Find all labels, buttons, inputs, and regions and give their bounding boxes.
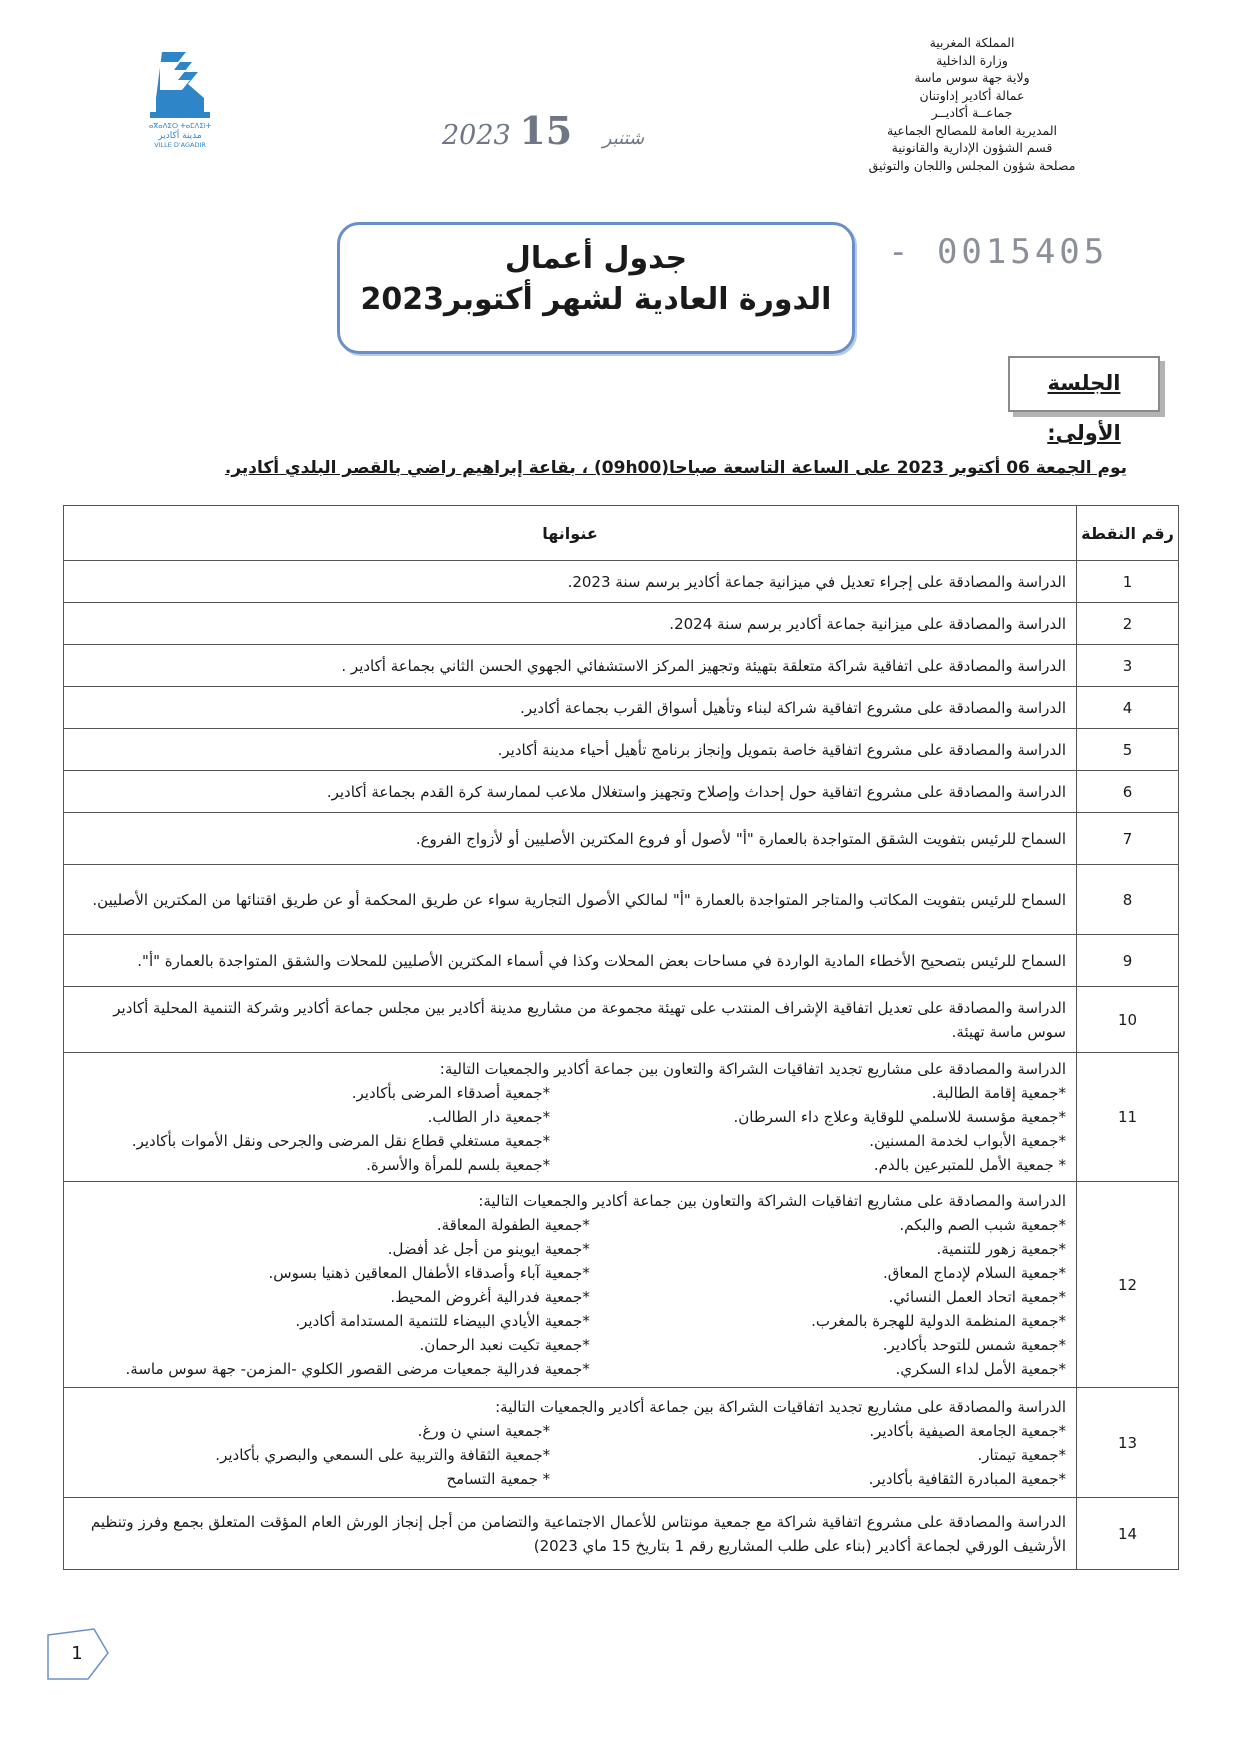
point-title: الدراسة والمصادقة على إجراء تعديل في ميزانية جماعة أكادير برسم سنة 2023.: [64, 561, 1077, 603]
stamp-day: 15: [519, 108, 573, 153]
list-item: *جمعية آباء وأصدقاء الأطفال المعاقين ذهنيا بسوس.: [268, 1263, 590, 1282]
table-row: [64, 561, 1179, 603]
point-title: [64, 1053, 1077, 1182]
point-number: 13: [1077, 1388, 1179, 1498]
list-item: *جمعية شبب الصم والبكم.: [899, 1215, 1066, 1234]
header-line: جماعــة أكاديــر: [931, 105, 1013, 120]
list-item: *جمعية الثقافة والتربية على السمعي والبصري بأكادير.: [215, 1445, 551, 1464]
table-row: [64, 813, 1179, 865]
association-column-right: [590, 1213, 1066, 1381]
point-number: 6: [1077, 771, 1179, 813]
point-number: 7: [1077, 813, 1179, 865]
point-number: 10: [1077, 987, 1179, 1053]
agenda-table: [63, 505, 1179, 1570]
point-number: 14: [1077, 1498, 1179, 1570]
point-number: 4: [1077, 687, 1179, 729]
association-column-right: [590, 1081, 1066, 1177]
list-item: *جمعية السلام لإدماج المعاق.: [882, 1263, 1066, 1282]
point-number: 11: [1077, 1053, 1179, 1182]
date-stamp: [442, 108, 652, 153]
header-line: قسم الشؤون الإدارية والقانونية: [891, 140, 1053, 155]
list-item: *جمعية الأبواب لخدمة المسنين.: [869, 1132, 1066, 1150]
list-item: *جمعية فدرالية جمعيات مرضى القصور الكلوي -المزمن- جهة سوس ماسة.: [125, 1359, 590, 1378]
point-intro: الدراسة والمصادقة على مشاريع تجديد اتفاقيات الشراكة والتعاون بين جماعة أكادير والجمعيات التالية:: [439, 1060, 1066, 1078]
point-number: 1: [1077, 561, 1179, 603]
point-title: السماح للرئيس بتفويت المكاتب والمتاجر المتواجدة بالعمارة "أ" لمالكي الأصول التجارية سواء عن طريق المحكمة أو عن طريق اقتنائها من المكترين الأصليين.: [64, 865, 1077, 935]
column-header-number: رقم النقطة: [1077, 506, 1179, 561]
point-title: الدراسة والمصادقة على مشروع اتفاقية شراكة لبناء وتأهيل أسواق القرب بجماعة أكادير.: [64, 687, 1077, 729]
point-title: [64, 1388, 1077, 1498]
administrative-header: [842, 34, 1102, 174]
table-row: [64, 1388, 1179, 1498]
table-row: [64, 687, 1179, 729]
meeting-details: يوم الجمعة 06 أكتوبر 2023 على الساعة التاسعة صباحا(09h00) ، بقاعة إبراهيم راضي بالقصر البلدي أكادير.: [224, 458, 1127, 478]
list-item: * جمعية الأمل للمتبرعين بالدم.: [873, 1156, 1066, 1174]
table-row: [64, 1182, 1179, 1388]
point-title: السماح للرئيس بتفويت الشقق المتواجدة بالعمارة "أ" لأصول أو فروع المكترين الأصليين أو لأزواج الفروع.: [64, 813, 1077, 865]
list-item: *جمعية تكيت نعبد الرحمان.: [419, 1335, 590, 1354]
header-line: ولاية جهة سوس ماسة: [914, 70, 1030, 85]
agadir-city-logo: [140, 48, 220, 158]
point-number: 2: [1077, 603, 1179, 645]
point-number: 5: [1077, 729, 1179, 771]
association-column-right: [590, 1419, 1066, 1491]
header-line: المديرية العامة للمصالح الجماعية: [886, 122, 1058, 138]
list-item: *جمعية اتحاد العمل النسائي.: [888, 1287, 1066, 1306]
header-line: مصلحة شؤون المجلس واللجان والتوثيق: [868, 157, 1076, 173]
stamp-month: شتنبر: [602, 128, 645, 149]
association-columns: [74, 1081, 1066, 1177]
association-column-left: [74, 1213, 590, 1381]
stamp-year: 2023: [442, 120, 511, 151]
point-number: 12: [1077, 1182, 1179, 1388]
list-item: *جمعية الأمل لداء السكري.: [895, 1359, 1066, 1378]
header-line: وزارة الداخلية: [936, 52, 1008, 68]
list-item: *جمعية إقامة الطالبة.: [931, 1084, 1066, 1102]
svg-text:VILLE D'AGADIR: VILLE D'AGADIR: [154, 141, 206, 149]
point-number: 9: [1077, 935, 1179, 987]
logo-emblem-icon: [140, 48, 220, 158]
list-item: *جمعية بلسم للمرأة والأسرة.: [366, 1156, 551, 1174]
page-number-badge: [42, 1625, 112, 1683]
point-number: 8: [1077, 865, 1179, 935]
header-line: عمالة أكادير إداوتنان: [919, 87, 1025, 103]
list-item: *جمعية المنظمة الدولية للهجرة بالمغرب.: [811, 1311, 1066, 1330]
list-item: *جمعية مؤسسة للاسلمي للوقاية وعلاج داء السرطان.: [733, 1108, 1066, 1126]
list-item: *جمعية شمس للتوحد بأكادير.: [882, 1335, 1066, 1354]
list-item: *جمعية مستغلي قطاع نقل المرضى والجرحى ونقل الأموات بأكادير.: [131, 1132, 551, 1150]
point-intro: الدراسة والمصادقة على مشاريع اتفاقيات الشراكة والتعاون بين جماعة أكادير والجمعيات التالية:: [478, 1191, 1066, 1210]
list-item: *جمعية المبادرة الثقافية بأكادير.: [868, 1469, 1066, 1488]
point-title: الدراسة والمصادقة على تعديل اتفاقية الإشراف المنتدب على تهيئة مجموعة من مشاريع مدينة أكادير بين مجلس جماعة أكادير وشركة التنمية المحلية أكادير سوس ماسة تهيئة.: [64, 987, 1077, 1053]
point-intro: الدراسة والمصادقة على مشاريع تجديد اتفاقيات الشراكة بين جماعة أكادير والجمعيات التالية:: [495, 1397, 1066, 1416]
column-header-title: عنوانها: [64, 506, 1077, 561]
point-title: الدراسة والمصادقة على مشروع اتفاقية حول إحداث وإصلاح وتجهيز واستغلال ملاعب لممارسة كرة القدم بجماعة أكادير.: [64, 771, 1077, 813]
list-item: *جمعية دار الطالب.: [427, 1108, 551, 1126]
point-title: الدراسة والمصادقة على مشروع اتفاقية خاصة بتمويل وإنجاز برنامج تأهيل أحياء مدينة أكادير.: [64, 729, 1077, 771]
table-row: [64, 645, 1179, 687]
page-number: 1: [71, 1643, 83, 1664]
point-title: السماح للرئيس بتصحيح الأخطاء المادية الواردة في مساحات بعض المحلات وكذا في أسماء المكترين الأصليين للمحلات والشقق المتواجدة بالعمارة "أ".: [64, 935, 1077, 987]
list-item: *جمعية اسني ن ورغ.: [417, 1421, 551, 1440]
list-item: * جمعية التسامح: [446, 1469, 551, 1488]
association-column-left: [74, 1081, 550, 1177]
list-item: *جمعية الجامعة الصيفية بأكادير.: [869, 1421, 1066, 1440]
list-item: *جمعية فدرالية أغروض المحيط.: [390, 1287, 590, 1306]
session-label: الجلسة الأولى:: [1047, 371, 1121, 445]
session-label-box: [1008, 356, 1160, 445]
table-row: [64, 987, 1179, 1053]
table-header-row: [64, 506, 1179, 561]
table-row: [64, 603, 1179, 645]
table-row: [64, 865, 1179, 935]
list-item: *جمعية الطفولة المعاقة.: [436, 1215, 590, 1234]
table-row: [64, 729, 1179, 771]
svg-text:ⴰⴳⴰⴷⵉⵔ ⵜⴰⵎⴷⵉⵏⵜ: ⴰⴳⴰⴷⵉⵔ ⵜⴰⵎⴷⵉⵏⵜ: [148, 122, 212, 130]
table-row: [64, 935, 1179, 987]
association-columns: [74, 1419, 1066, 1491]
point-title: [64, 1182, 1077, 1388]
association-column-left: [74, 1419, 550, 1491]
list-item: *جمعية أصدقاء المرضى بأكادير.: [351, 1084, 551, 1102]
point-title: الدراسة والمصادقة على ميزانية جماعة أكادير برسم سنة 2024.: [64, 603, 1077, 645]
header-line: المملكة المغربية: [929, 35, 1015, 50]
list-item: *جمعية تيمتار.: [977, 1445, 1066, 1464]
point-number: 3: [1077, 645, 1179, 687]
table-row: [64, 1053, 1179, 1182]
reference-number-stamp: - 0015405: [888, 232, 1109, 272]
list-item: *جمعية زهور للتنمية.: [936, 1239, 1066, 1258]
title-line-1: جدول أعمال: [504, 241, 688, 276]
list-item: *جمعية ايوينو من أجل غد أفضل.: [387, 1239, 590, 1258]
point-title: الدراسة والمصادقة على اتفاقية شراكة متعلقة بتهيئة وتجهيز المركز الاستشفائي الجهوي الحسن الثاني بجماعة أكادير .: [64, 645, 1077, 687]
svg-text:مدينة أكادير: مدينة أكادير: [158, 131, 202, 141]
title-line-2: الدورة العادية لشهر أكتوبر2023: [360, 282, 832, 317]
table-row: [64, 771, 1179, 813]
agenda-title-box: [337, 222, 855, 354]
association-columns: [74, 1213, 1066, 1381]
table-row: [64, 1498, 1179, 1570]
list-item: *جمعية الأيادي البيضاء للتنمية المستدامة أكادير.: [295, 1311, 590, 1330]
point-title: الدراسة والمصادقة على مشروع اتفاقية شراكة مع جمعية مونتاس للأعمال الاجتماعية والتضامن من أجل إنجاز الورش العام المؤقت المتعلق بجمع وفرز وتنظيم الأرشيف الورقي لجماعة أكادير (بناء على طلب المشاريع رقم 1 بتاريخ 15 ماي 2023): [64, 1498, 1077, 1570]
